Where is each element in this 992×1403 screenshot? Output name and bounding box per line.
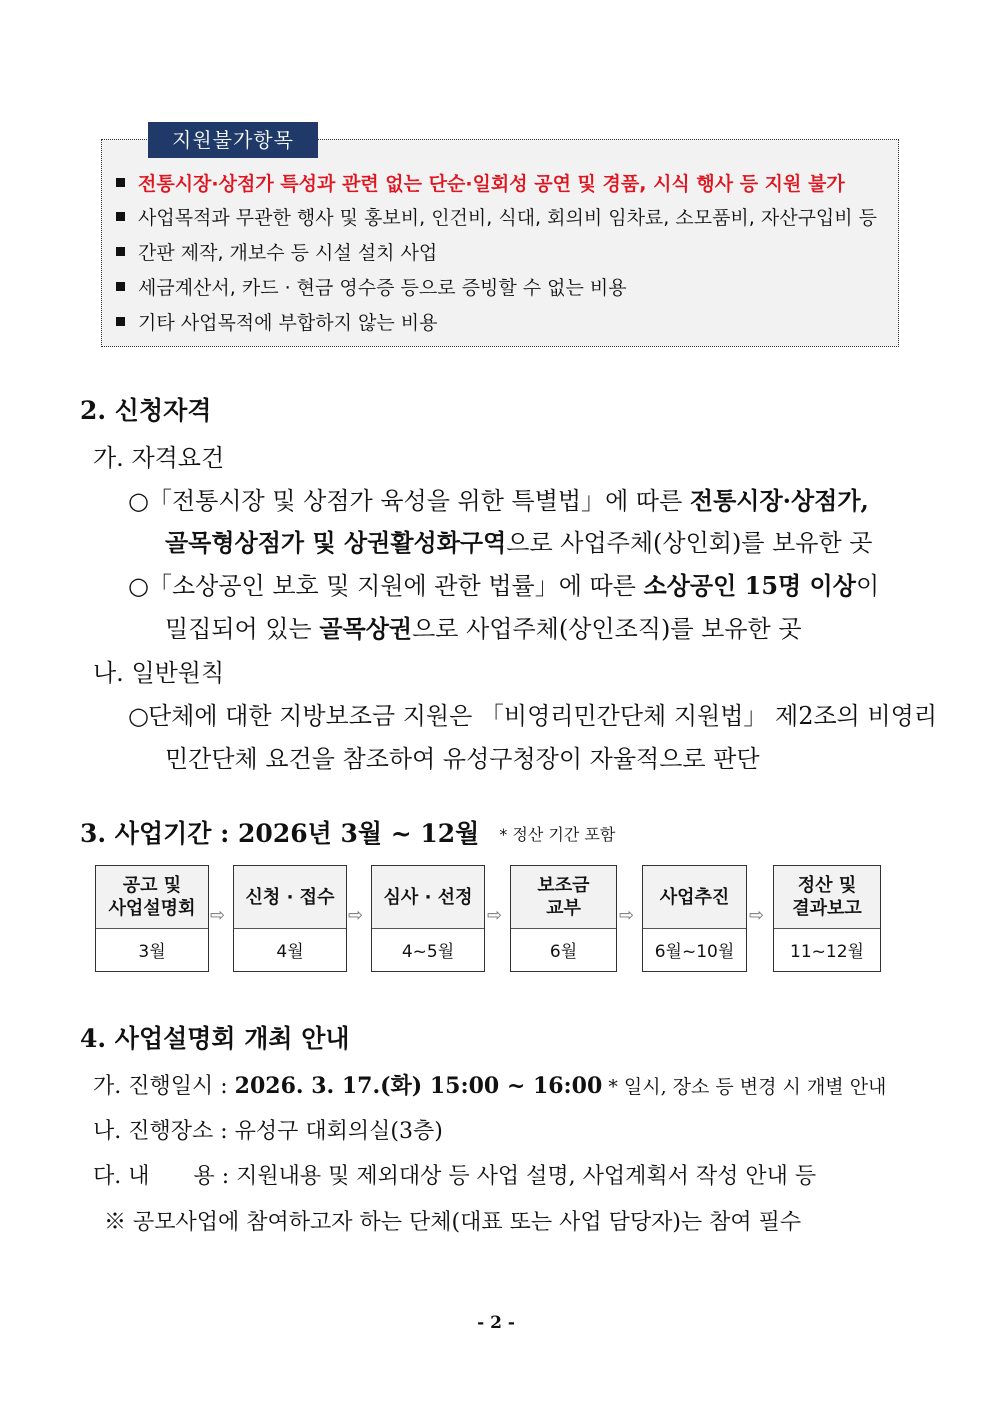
text: 으로 사업주체(상인회)를 보유한 곳	[506, 529, 873, 557]
principle-line2: 민간단체 요건을 참조하여 유성구청장이 자율적으로 판단	[165, 745, 760, 773]
timeline-step	[95, 865, 209, 972]
qualification-2-line2	[165, 609, 802, 644]
nosupport-item	[116, 311, 437, 335]
text: * 일시, 장소 등 변경 시 개별 안내	[602, 1076, 887, 1098]
step-name: 정산 및 결과보고	[774, 866, 880, 929]
text: 가. 진행일시 :	[93, 1074, 235, 1099]
principle-line1	[128, 696, 937, 731]
nosupport-item	[116, 241, 437, 265]
text-bold: 골목상권	[319, 614, 413, 643]
arrow-right-icon: ⇨	[348, 905, 364, 926]
text: 이	[855, 572, 880, 600]
section2-b-title: 나. 일반원칙	[93, 659, 225, 687]
step-period: 4월	[276, 942, 304, 962]
square-bullet-icon	[116, 247, 125, 256]
page-number: - 2 -	[477, 1313, 515, 1333]
circle-bullet-icon: ○	[128, 702, 149, 730]
timeline-step	[233, 865, 347, 972]
nosupport-title: 지원불가항목	[148, 122, 318, 158]
step-period: 11~12월	[790, 942, 864, 962]
step-period: 6월	[549, 942, 578, 962]
timeline-step	[510, 865, 617, 972]
step-name: 심사 · 선정	[372, 866, 484, 929]
circle-bullet-icon: ○	[128, 572, 149, 600]
square-bullet-icon	[116, 212, 125, 221]
nosupport-item	[116, 172, 845, 196]
text: 으로 사업주체(상인조직)를 보유한 곳	[412, 615, 802, 643]
text-bold: 2026. 3. 17.(화) 15:00 ~ 16:00	[234, 1073, 603, 1099]
section3-note: * 정산 기간 포함	[499, 825, 616, 844]
square-bullet-icon	[116, 282, 125, 291]
timeline-step	[371, 865, 485, 972]
qualification-1-line2	[165, 523, 873, 558]
timeline-step	[773, 865, 881, 972]
circle-bullet-icon: ○	[128, 487, 149, 515]
step-period: 3월	[138, 942, 166, 962]
nosupport-item	[116, 276, 627, 300]
section2-title: 2. 신청자격	[80, 396, 212, 425]
session-place: 나. 진행장소 : 유성구 대회의실(3층)	[93, 1119, 443, 1144]
nosupport-item-text: 사업목적과 무관한 행사 및 홍보비, 인건비, 식대, 회의비 임차료, 소모품비, 자산구입비 등	[138, 207, 878, 229]
nosupport-item-text: 세금계산서, 카드 · 현금 영수증 등으로 증빙할 수 없는 비용	[138, 277, 627, 299]
square-bullet-icon	[116, 317, 125, 326]
nosupport-item-text: 전통시장·상점가 특성과 관련 없는 단순·일회성 공연 및 경품, 시식 행사 등 지원 불가	[138, 173, 845, 195]
step-period: 6월~10월	[654, 942, 735, 962]
text: 단체에 대한 지방보조금 지원은 「비영리민간단체 지원법」 제2조의 비영리	[148, 702, 938, 730]
qualification-2-line1	[128, 566, 879, 601]
step-name: 보조금 교부	[511, 866, 616, 929]
arrow-right-icon: ⇨	[749, 905, 765, 926]
text-bold: 골목형상점가 및 상권활성화구역	[165, 528, 507, 557]
nosupport-item	[116, 206, 877, 230]
square-bullet-icon	[116, 178, 125, 187]
text: 「전통시장 및 상점가 육성을 위한 특별법」에 따른	[148, 487, 690, 515]
section3-title-text: 3. 사업기간 : 2026년 3월 ~ 12월	[80, 819, 480, 848]
session-content: 다. 내 용 : 지원내용 및 제외대상 등 사업 설명, 사업계획서 작성 안내 등	[93, 1164, 817, 1189]
step-name: 공고 및 사업설명회	[96, 866, 208, 929]
step-name: 신청 · 접수	[234, 866, 346, 929]
qualification-1-line1	[128, 481, 869, 516]
nosupport-item-text: 기타 사업목적에 부합하지 않는 비용	[138, 312, 438, 334]
text-bold: 전통시장·상점가,	[689, 486, 869, 515]
session-date	[93, 1069, 886, 1100]
section3-title	[80, 814, 615, 850]
text: 「소상공인 보호 및 지원에 관한 법률」에 따른	[148, 572, 644, 600]
section4-title: 4. 사업설명회 개최 안내	[80, 1024, 350, 1053]
text: 밀집되어 있는	[165, 615, 320, 643]
arrow-right-icon: ⇨	[619, 905, 635, 926]
timeline-step	[642, 865, 747, 972]
text-bold: 소상공인 15명 이상	[643, 571, 856, 600]
step-name: 사업추진	[643, 866, 746, 929]
nosupport-item-text: 간판 제작, 개보수 등 시설 설치 사업	[138, 242, 438, 264]
participation-notice: ※ 공모사업에 참여하고자 하는 단체(대표 또는 사업 담당자)는 참여 필수	[104, 1210, 802, 1235]
section2-a-title: 가. 자격요건	[93, 444, 225, 472]
arrow-right-icon: ⇨	[210, 905, 226, 926]
step-period: 4~5월	[401, 942, 455, 962]
arrow-right-icon: ⇨	[487, 905, 503, 926]
